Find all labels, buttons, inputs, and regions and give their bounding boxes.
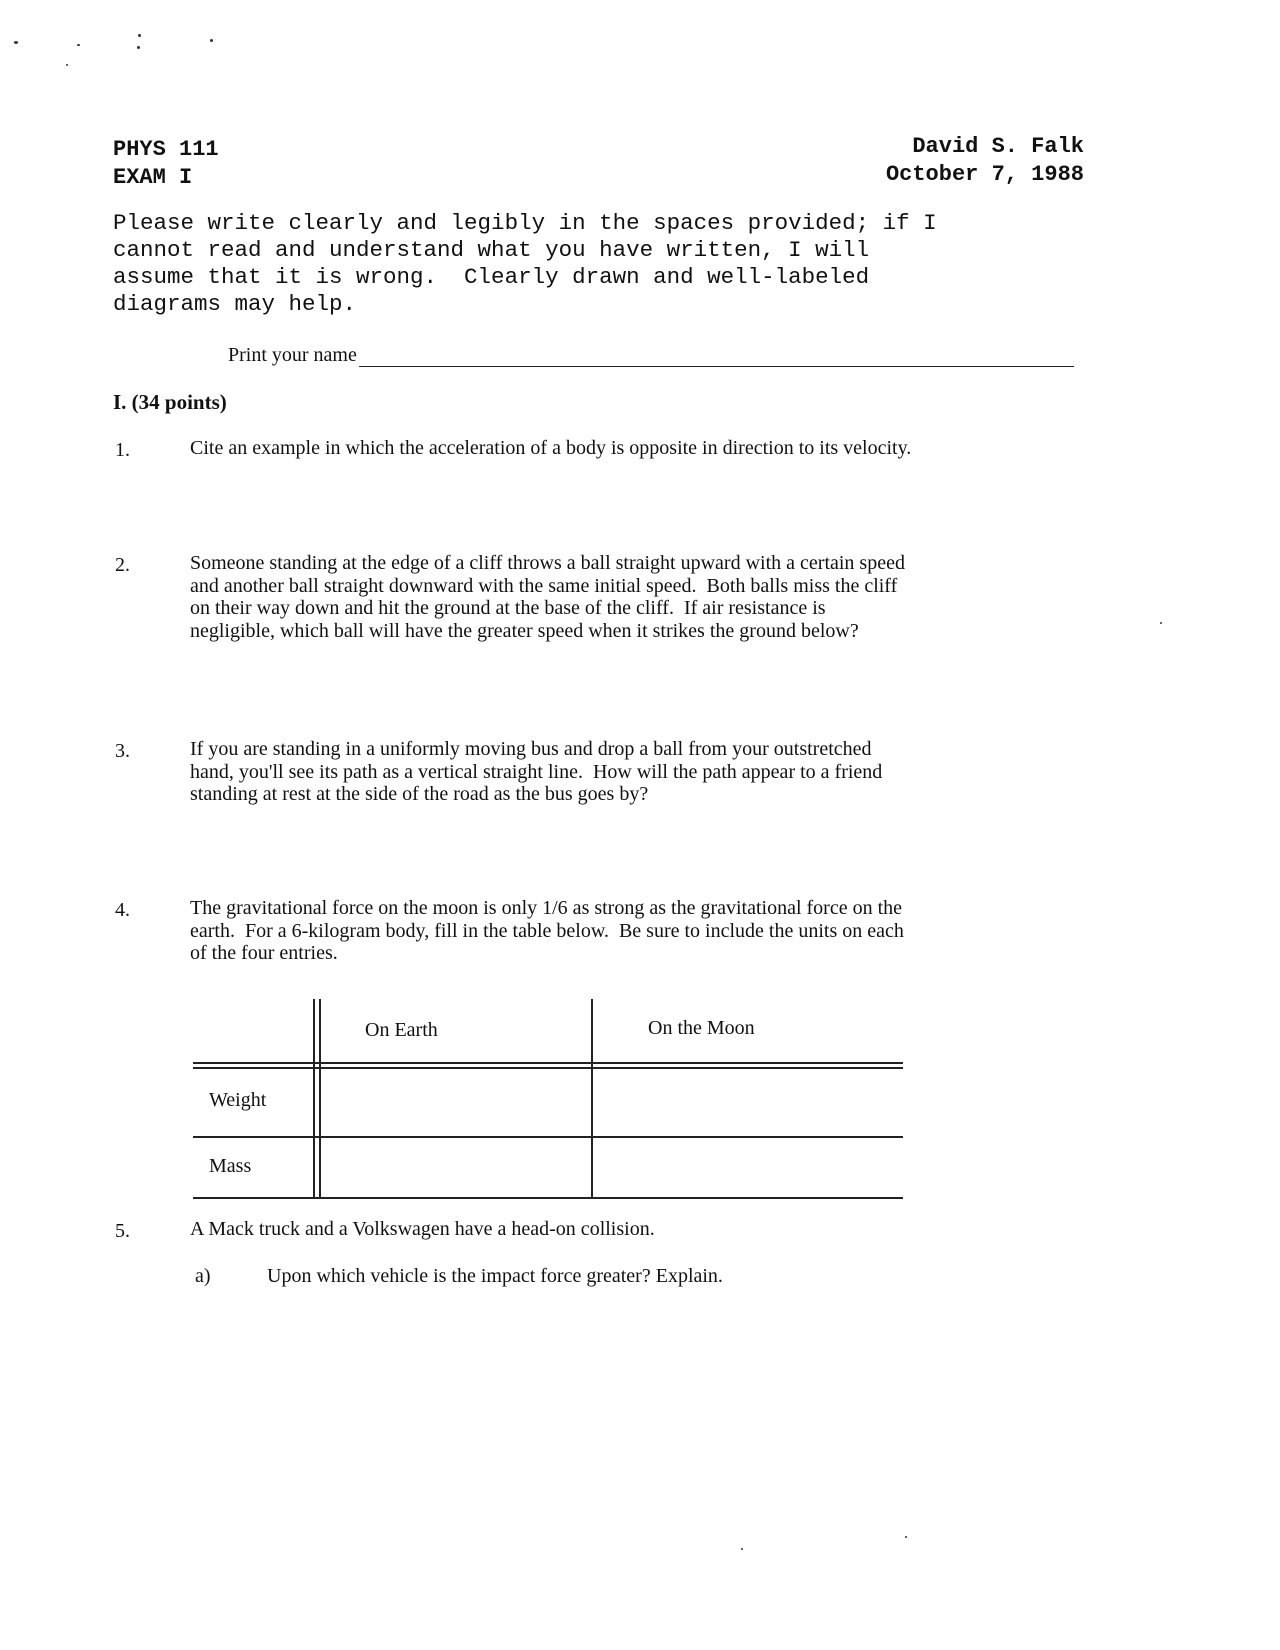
answer-cell-weight-earth[interactable]	[323, 1071, 589, 1134]
question-4	[113, 897, 1113, 965]
question-number: 1.	[115, 439, 130, 461]
instructions-line: assume that it is wrong. Clearly drawn and well-labeled	[113, 264, 870, 290]
course-code: PHYS 111	[113, 137, 219, 162]
exam-date: October 7, 1988	[885, 162, 1084, 187]
question-line: A Mack truck and a Volkswagen have a head-on collision.	[190, 1218, 655, 1240]
exam-title: EXAM I	[113, 165, 193, 190]
row-header-mass: Mass	[209, 1155, 252, 1177]
instructions-line: cannot read and understand what you have written, I will	[113, 237, 870, 263]
row-header-weight: Weight	[209, 1089, 267, 1111]
question-2	[113, 552, 1113, 642]
column-header-moon: On the Moon	[648, 1017, 755, 1039]
question-3	[113, 738, 1113, 806]
sub-question-label: a)	[195, 1265, 211, 1287]
question-line: If you are standing in a uniformly moving bus and drop a ball from your outstretched	[190, 738, 872, 760]
question-line: and another ball straight downward with the same initial speed. Both balls miss the cliff	[190, 574, 898, 597]
name-blank[interactable]	[359, 348, 1074, 367]
question-number: 4.	[115, 899, 130, 921]
scan-speck	[66, 64, 68, 66]
sub-question-text: Upon which vehicle is the impact force greater? Explain.	[267, 1265, 723, 1287]
table-rule	[193, 1062, 903, 1064]
table-divider	[591, 999, 593, 1199]
scan-speck	[741, 1548, 743, 1550]
question-1	[113, 437, 1113, 460]
question-number: 3.	[115, 740, 130, 762]
scan-speck	[1160, 622, 1162, 624]
question-line: Someone standing at the edge of a cliff throws a ball straight upward with a certain speed	[190, 552, 905, 574]
name-field	[228, 344, 1074, 367]
scan-speck	[905, 1536, 907, 1538]
instructor-header	[886, 133, 1084, 189]
table-divider	[319, 999, 321, 1199]
scan-speck	[138, 34, 141, 37]
question-text	[190, 552, 1100, 642]
question-5	[113, 1218, 1113, 1241]
question-line: Cite an example in which the acceleration of a body is opposite in direction to its velocity.	[190, 437, 912, 459]
question-number: 5.	[115, 1220, 130, 1242]
question-text	[190, 738, 1100, 806]
question-line: standing at rest at the side of the road as the bus goes by?	[190, 783, 649, 805]
answer-cell-mass-moon[interactable]	[595, 1140, 901, 1195]
scan-speck	[210, 39, 213, 42]
question-line: hand, you'll see its path as a vertical straight line. How will the path appear to a friend	[190, 760, 883, 783]
course-header	[113, 136, 219, 192]
question-text	[190, 437, 1100, 460]
table-rule	[193, 1136, 903, 1138]
instructions-line: Please write clearly and legibly in the spaces provided; if I	[113, 210, 937, 236]
question-line: on their way down and hit the ground at the base of the cliff. If air resistance is	[190, 597, 826, 619]
instructor-name: David S. Falk	[912, 134, 1084, 159]
scan-speck	[14, 41, 18, 44]
instructions-line: diagrams may help.	[113, 291, 357, 317]
question-line: negligible, which ball will have the greater speed when it strikes the ground below?	[190, 619, 859, 642]
table-divider	[313, 999, 315, 1199]
column-header-earth: On Earth	[365, 1019, 438, 1041]
instructions	[113, 210, 1113, 318]
answer-cell-weight-moon[interactable]	[595, 1071, 901, 1134]
question-number: 2.	[115, 554, 130, 576]
question-line: The gravitational force on the moon is only 1/6 as strong as the gravitational force on the	[190, 897, 903, 919]
question-text	[190, 1218, 1100, 1241]
question-line: earth. For a 6-kilogram body, fill in the table below. Be sure to include the units on each	[190, 919, 904, 942]
table-rule	[193, 1067, 903, 1069]
question-text	[190, 897, 1100, 965]
table-rule	[193, 1197, 903, 1199]
weight-mass-table	[193, 999, 903, 1209]
name-prompt: Print your name	[228, 344, 357, 366]
question-line: of the four entries.	[190, 942, 338, 964]
section-heading: I. (34 points)	[113, 390, 227, 414]
answer-cell-mass-earth[interactable]	[323, 1140, 589, 1195]
scan-speck	[137, 46, 140, 49]
scan-speck	[77, 44, 80, 46]
